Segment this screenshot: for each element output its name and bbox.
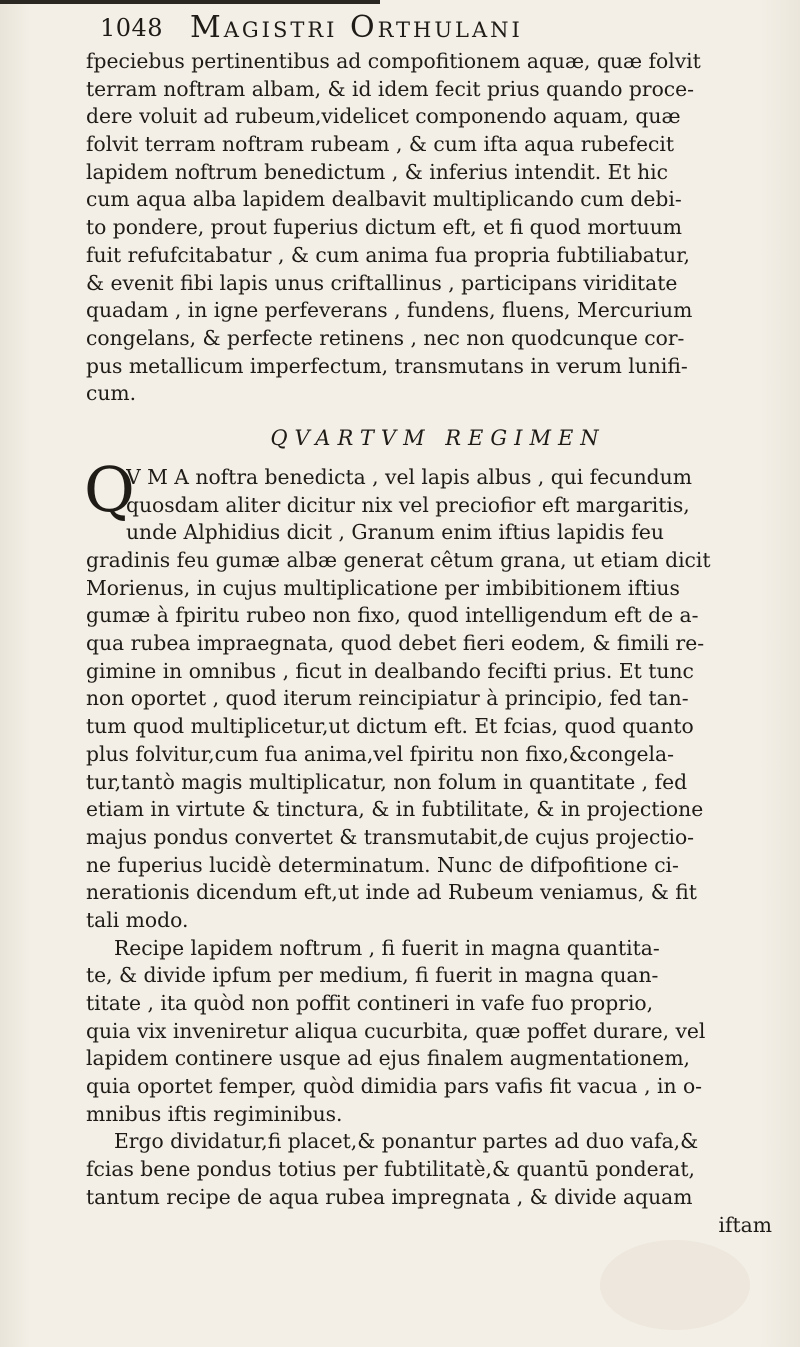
- text-line: V M A noftra benedicta , vel lapis albus , qui fecundum: [126, 464, 692, 489]
- running-title: Magistri Orthulani: [190, 10, 523, 45]
- text-line: fpeciebus pertinentibus ad compofitionem aquæ, quæ folvit: [86, 49, 701, 73]
- page-number: 1048: [100, 14, 164, 42]
- paper-stain: [600, 1240, 750, 1330]
- text-line: lapidem continere usque ad ejus finalem augmentationem,: [86, 1046, 690, 1071]
- text-line: tantum recipe de aqua rubea impregnata , & divide aquam: [86, 1184, 693, 1209]
- text-line: to pondere, prout fuperius dictum eft, et fi quod mortuum: [86, 215, 683, 240]
- text-line: tum quod multiplicetur,ut dictum eft. Et fcias, quod quanto: [86, 714, 694, 739]
- text-line: te, & divide ipfum per medium, fi fuerit in magna quan-: [86, 963, 659, 988]
- text-line: cum aqua alba lapidem dealbavit multiplicando cum debi-: [86, 187, 682, 212]
- text-line: gradinis feu gumæ albæ generat cêtum grana, ut etiam dicit: [86, 548, 711, 572]
- page-header: [92, 6, 792, 46]
- text-line: tali modo.: [86, 907, 189, 932]
- text-line: dere voluit ad rubeum,videlicet componendo aquam, quæ: [86, 104, 681, 129]
- text-line: quadam , in igne perfeverans , fundens, fluens, Mercurium: [86, 298, 693, 323]
- catchword: iftam: [718, 1212, 772, 1237]
- text-line: Ergo dividatur,fi placet,& ponantur partes ad duo vafa,&: [114, 1129, 699, 1154]
- main-text: [86, 48, 790, 1239]
- text-line: Recipe lapidem noftrum , fi fuerit in magna quantita-: [114, 935, 660, 960]
- text-line: mnibus iftis regiminibus.: [86, 1101, 343, 1126]
- text-line: fcias bene pondus totius per fubtilitatè,& quantū ponderat,: [86, 1157, 695, 1182]
- text-line: folvit terram noftram rubeam , & cum ifta aqua rubefecit: [86, 132, 675, 157]
- text-line: majus pondus convertet & transmutabit,de cujus projectio-: [86, 824, 695, 849]
- text-line: pus metallicum imperfectum, transmutans in verum lunifi-: [86, 353, 688, 378]
- text-line: nerationis dicendum eft,ut inde ad Rubeum veniamus, & fit: [86, 880, 697, 905]
- drop-initial: Q: [84, 452, 135, 526]
- text-line: ne fuperius lucidè determinatum. Nunc de difpofitione ci-: [86, 852, 679, 877]
- section-heading: QVARTVM REGIMEN: [270, 425, 606, 450]
- text-line: unde Alphidius dicit , Granum enim iftius lapidis feu: [126, 520, 664, 545]
- text-line: fuit refufcitabatur , & cum anima fua propria fubtiliabatur,: [86, 242, 690, 267]
- paragraph-2: [84, 452, 790, 935]
- text-line: quia oportet femper, quòd dimidia pars vafis fit vacua , in o-: [86, 1074, 703, 1099]
- text-line: terram noftram albam, & id idem fecit prius quando proce-: [86, 76, 695, 101]
- text-line: etiam in virtute & tinctura, & in fubtilitate, & in projectione: [86, 797, 704, 822]
- text-line: lapidem noftrum benedictum , & inferius intendit. Et hic: [86, 159, 668, 184]
- text-line: tur,tantò magis multiplicatur, non folum in quantitate , fed: [86, 769, 688, 794]
- text-line: cum.: [86, 381, 137, 406]
- paragraph-1: [86, 48, 790, 408]
- text-line: quosdam aliter dicitur nix vel preciofior eft margaritis,: [126, 492, 690, 517]
- text-line: Morienus, in cujus multiplicatione per imbibitionem iftius: [86, 575, 680, 600]
- text-line: titate , ita quòd non poffit contineri in vafe fuo proprio,: [86, 991, 654, 1015]
- paragraph-4: [86, 1128, 790, 1239]
- text-line: gumæ à fpiritu rubeo non fixo, quod intelligendum eft de a-: [86, 603, 699, 628]
- text-line: gimine in omnibus , ficut in dealbando fecifti prius. Et tunc: [86, 658, 694, 683]
- text-line: non oportet , quod iterum reincipiatur à principio, fed tan-: [86, 686, 689, 711]
- text-line: qua rubea impraegnata, quod debet fieri eodem, & fimili re-: [86, 631, 705, 656]
- text-line: quia vix inveniretur aliqua cucurbita, quæ poffet durare, vel: [86, 1018, 706, 1043]
- paragraph-3: [86, 935, 790, 1129]
- text-line: plus folvitur,cum fua anima,vel fpiritu non fixo,&congela-: [86, 741, 674, 766]
- text-line: congelans, & perfecte retinens , nec non quodcunque cor-: [86, 325, 685, 350]
- header-rule: [0, 0, 380, 4]
- text-line: & evenit fibi lapis unus criftallinus , participans viriditate: [86, 270, 678, 295]
